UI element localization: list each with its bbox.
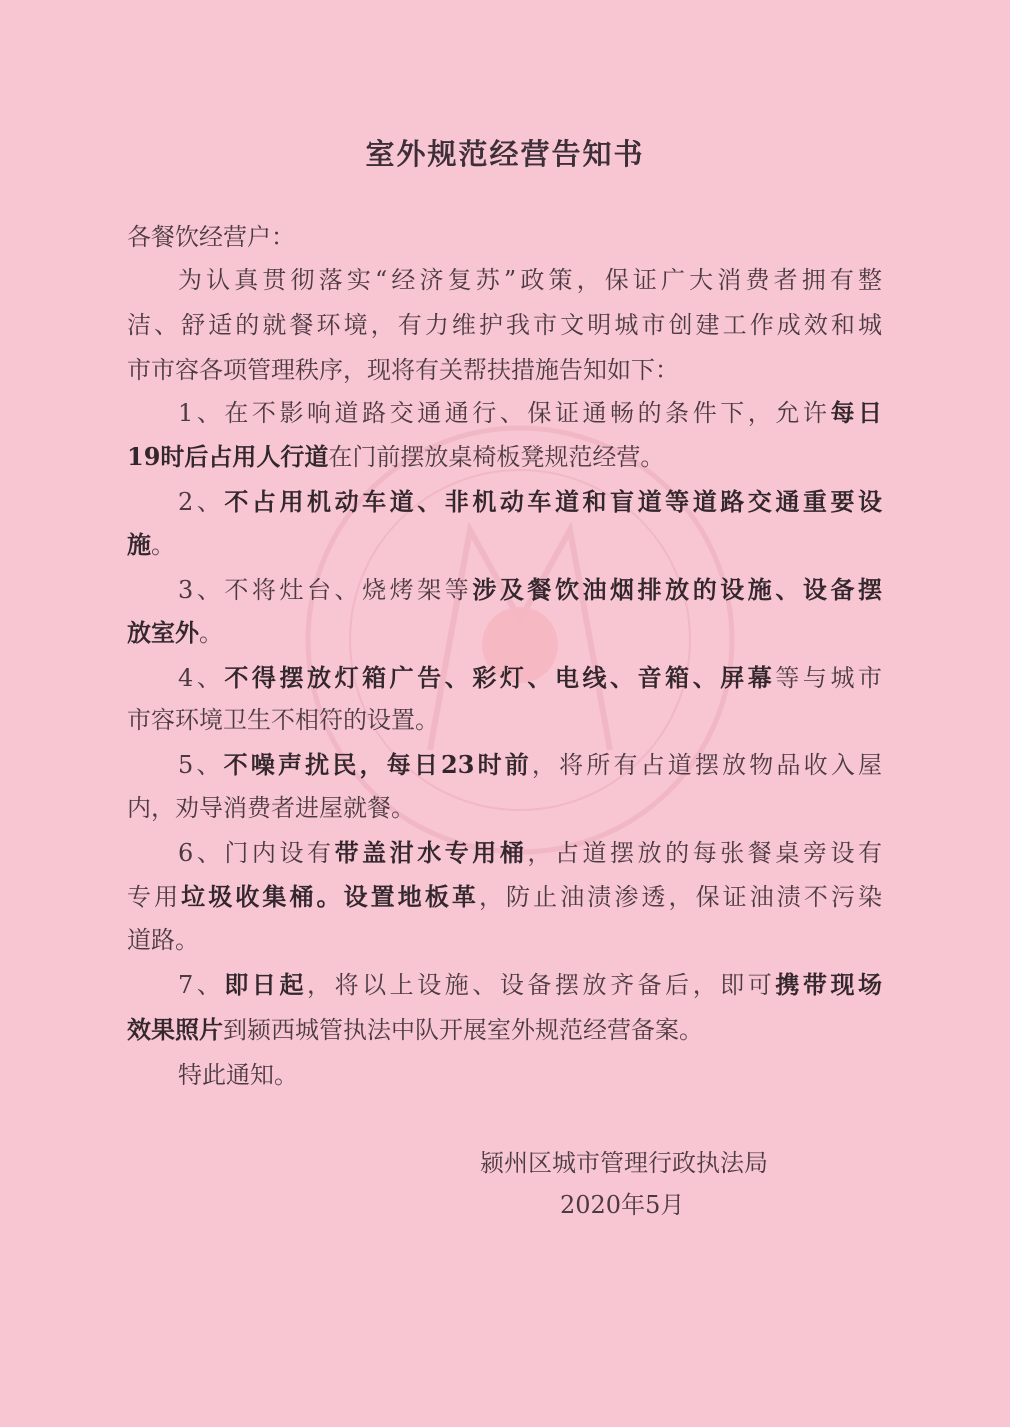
text-line	[178, 837, 882, 869]
text-line	[127, 441, 882, 473]
text-line	[127, 354, 882, 386]
text: 等与城市	[775, 664, 882, 692]
bold-text: 不得摆放灯箱广告、彩灯、电线、音箱、屏幕	[224, 663, 776, 692]
text: 为认真贯彻落实“经济复苏”政策，保证广大消费者拥有整	[178, 266, 882, 294]
signature-date: 2020年5月	[560, 1191, 685, 1219]
text: 特此通知。	[178, 1061, 298, 1089]
text-line	[127, 221, 882, 253]
text: 1、在不影响道路交通通行、保证通畅的条件下，允许	[178, 399, 831, 427]
text: ，防止油渍渗透，保证油渍不污染	[478, 883, 882, 911]
text-line	[127, 529, 882, 561]
text-line	[178, 264, 882, 296]
text: 到颍西城管执法中队开展室外规范经营备案。	[223, 1016, 703, 1044]
bold-text: 即日起	[224, 970, 308, 999]
text: 市容环境卫生不相符的设置。	[127, 706, 439, 734]
bold-text: 放室外	[127, 618, 199, 647]
text-line	[178, 486, 882, 518]
text: ，占道摆放的每张餐桌旁设有	[527, 839, 882, 867]
text-line	[178, 574, 882, 606]
text: 。	[151, 531, 175, 559]
text: 在门前摆放桌椅板凳规范经营。	[328, 443, 665, 471]
bold-text: 施	[127, 530, 151, 559]
bold-text: 垃圾收集桶。设置地板革	[181, 882, 479, 911]
bold-text: 效果照片	[127, 1015, 223, 1044]
bold-text: 带盖泔水专用桶	[334, 838, 528, 867]
bold-text: 每日	[830, 398, 882, 427]
text-line	[178, 1059, 882, 1091]
bold-text: 不占用机动车道、非机动车道和盲道等道路交通重要设	[224, 487, 882, 516]
text: ，将所有占道摆放物品收入屋	[531, 751, 882, 779]
bold-text: 不噪声扰民，每日23时前	[223, 750, 532, 779]
bold-text: 19时后占用人行道	[127, 442, 329, 471]
text: 3、不将灶台、烧烤架等	[178, 576, 473, 604]
bold-text: 涉及餐饮油烟排放的设施、设备摆	[472, 575, 882, 604]
signature-org: 颍州区城市管理行政执法局	[480, 1149, 768, 1177]
text-line	[127, 1014, 882, 1046]
text-line	[127, 881, 882, 913]
text-line	[127, 924, 882, 956]
text-line	[178, 397, 882, 429]
text: 洁、舒适的就餐环境，有力维护我市文明城市创建工作成效和城	[127, 311, 882, 339]
text: 4、	[178, 664, 225, 692]
text-line	[178, 662, 882, 694]
text-line	[127, 309, 882, 341]
text: 7、	[178, 971, 225, 999]
text-line	[127, 792, 882, 824]
text-line	[127, 704, 882, 736]
text: 。	[199, 619, 223, 647]
bold-text: 携带现场	[775, 970, 882, 999]
text: 6、门内设有	[178, 839, 335, 867]
text-line	[178, 749, 882, 781]
text: ，将以上设施、设备摆放齐备后，即可	[307, 971, 776, 999]
text: 专用	[127, 883, 182, 911]
text: 2、	[178, 488, 225, 516]
text: 内，劝导消费者进屋就餐。	[127, 794, 415, 822]
text-line	[178, 969, 882, 1001]
text: 市市容各项管理秩序，现将有关帮扶措施告知如下：	[127, 356, 679, 384]
document-title: 室外规范经营告知书	[365, 137, 645, 171]
text: 道路。	[127, 926, 199, 954]
text: 5、	[178, 751, 224, 779]
text-line	[127, 617, 882, 649]
text: 各餐饮经营户：	[127, 223, 295, 251]
